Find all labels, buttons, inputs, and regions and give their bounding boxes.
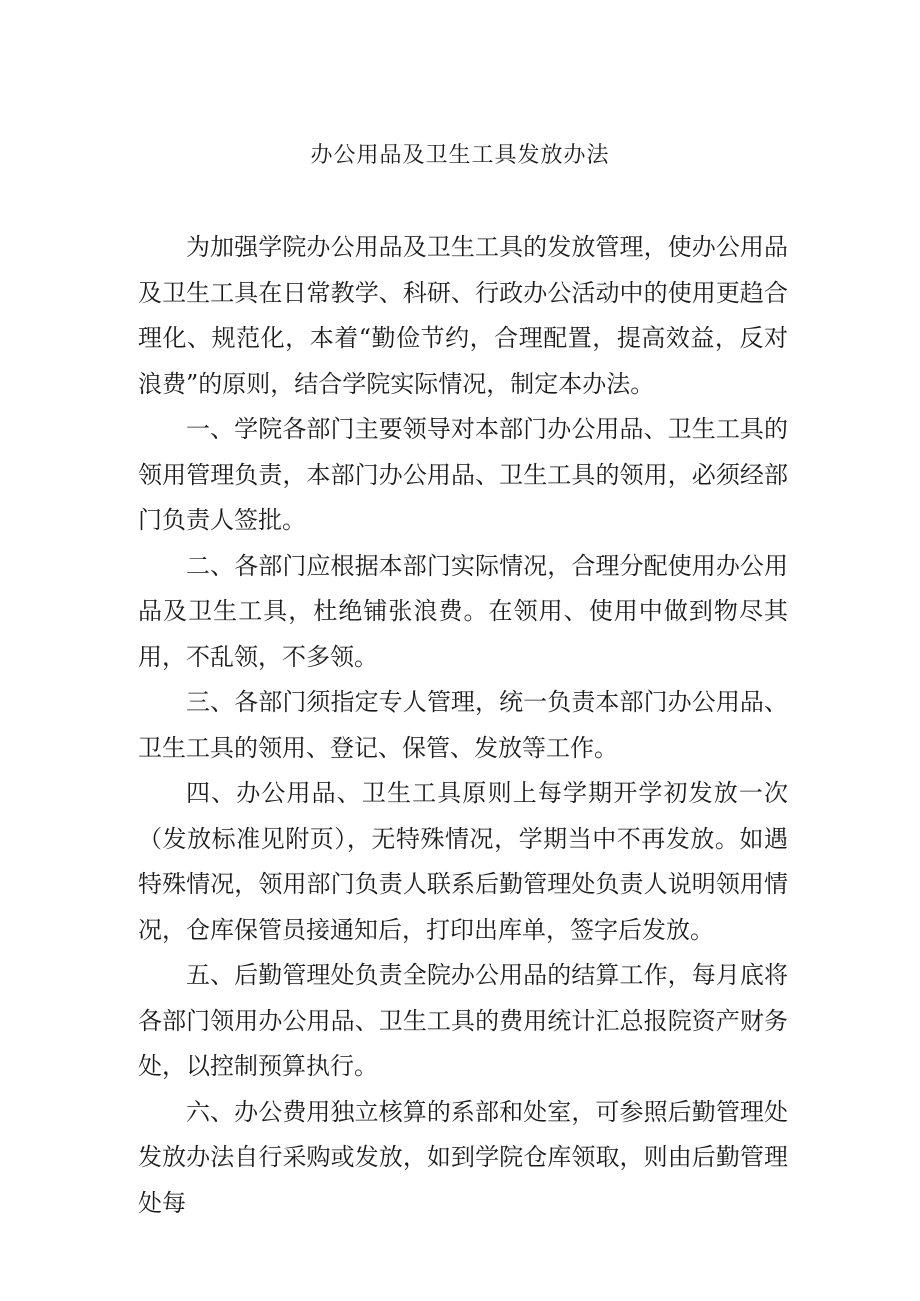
document-body xyxy=(138,225,788,1226)
paragraph-article-3: 三、各部门须指定专人管理，统一负责本部门办公用品、卫生工具的领用、登记、保管、发放等工作。 xyxy=(138,688,788,762)
paragraph-article-6: 六、办公费用独立核算的系部和处室，可参照后勤管理处发放办法自行采购或发放，如到学院仓库领取，则由后勤管理处每 xyxy=(138,1097,788,1217)
paragraph-article-5: 五、后勤管理处负责全院办公用品的结算工作，每月底将各部门领用办公用品、卫生工具的费用统计汇总报院资产财务处，以控制预算执行。 xyxy=(138,961,788,1080)
document-title: 办公用品及卫生工具发放办法 xyxy=(310,143,610,168)
paragraph-article-4: 四、办公用品、卫生工具原则上每学期开学初发放一次（发放标准见附页），无特殊情况，学期当中不再发放。如遇特殊情况，领用部门负责人联系后勤管理处负责人说明领用情况，仓库保管员接通知后，打印出库单，签字后发放。 xyxy=(138,779,788,944)
paragraph-article-1: 一、学院各部门主要领导对本部门办公用品、卫生工具的领用管理负责，本部门办公用品、卫生工具的领用，必须经部门负责人签批。 xyxy=(138,415,788,534)
paragraph-preamble: 为加强学院办公用品及卫生工具的发放管理，使办公用品及卫生工具在日常教学、科研、行政办公活动中的使用更趋合理化、规范化，本着“勤俭节约，合理配置，提高效益，反对浪费”的原则，结合学院实际情况，制定本办法。 xyxy=(138,233,788,398)
paragraph-article-2: 二、各部门应根据本部门实际情况，合理分配使用办公用品及卫生工具，杜绝铺张浪费。在领用、使用中做到物尽其用，不乱领，不多领。 xyxy=(138,551,788,671)
